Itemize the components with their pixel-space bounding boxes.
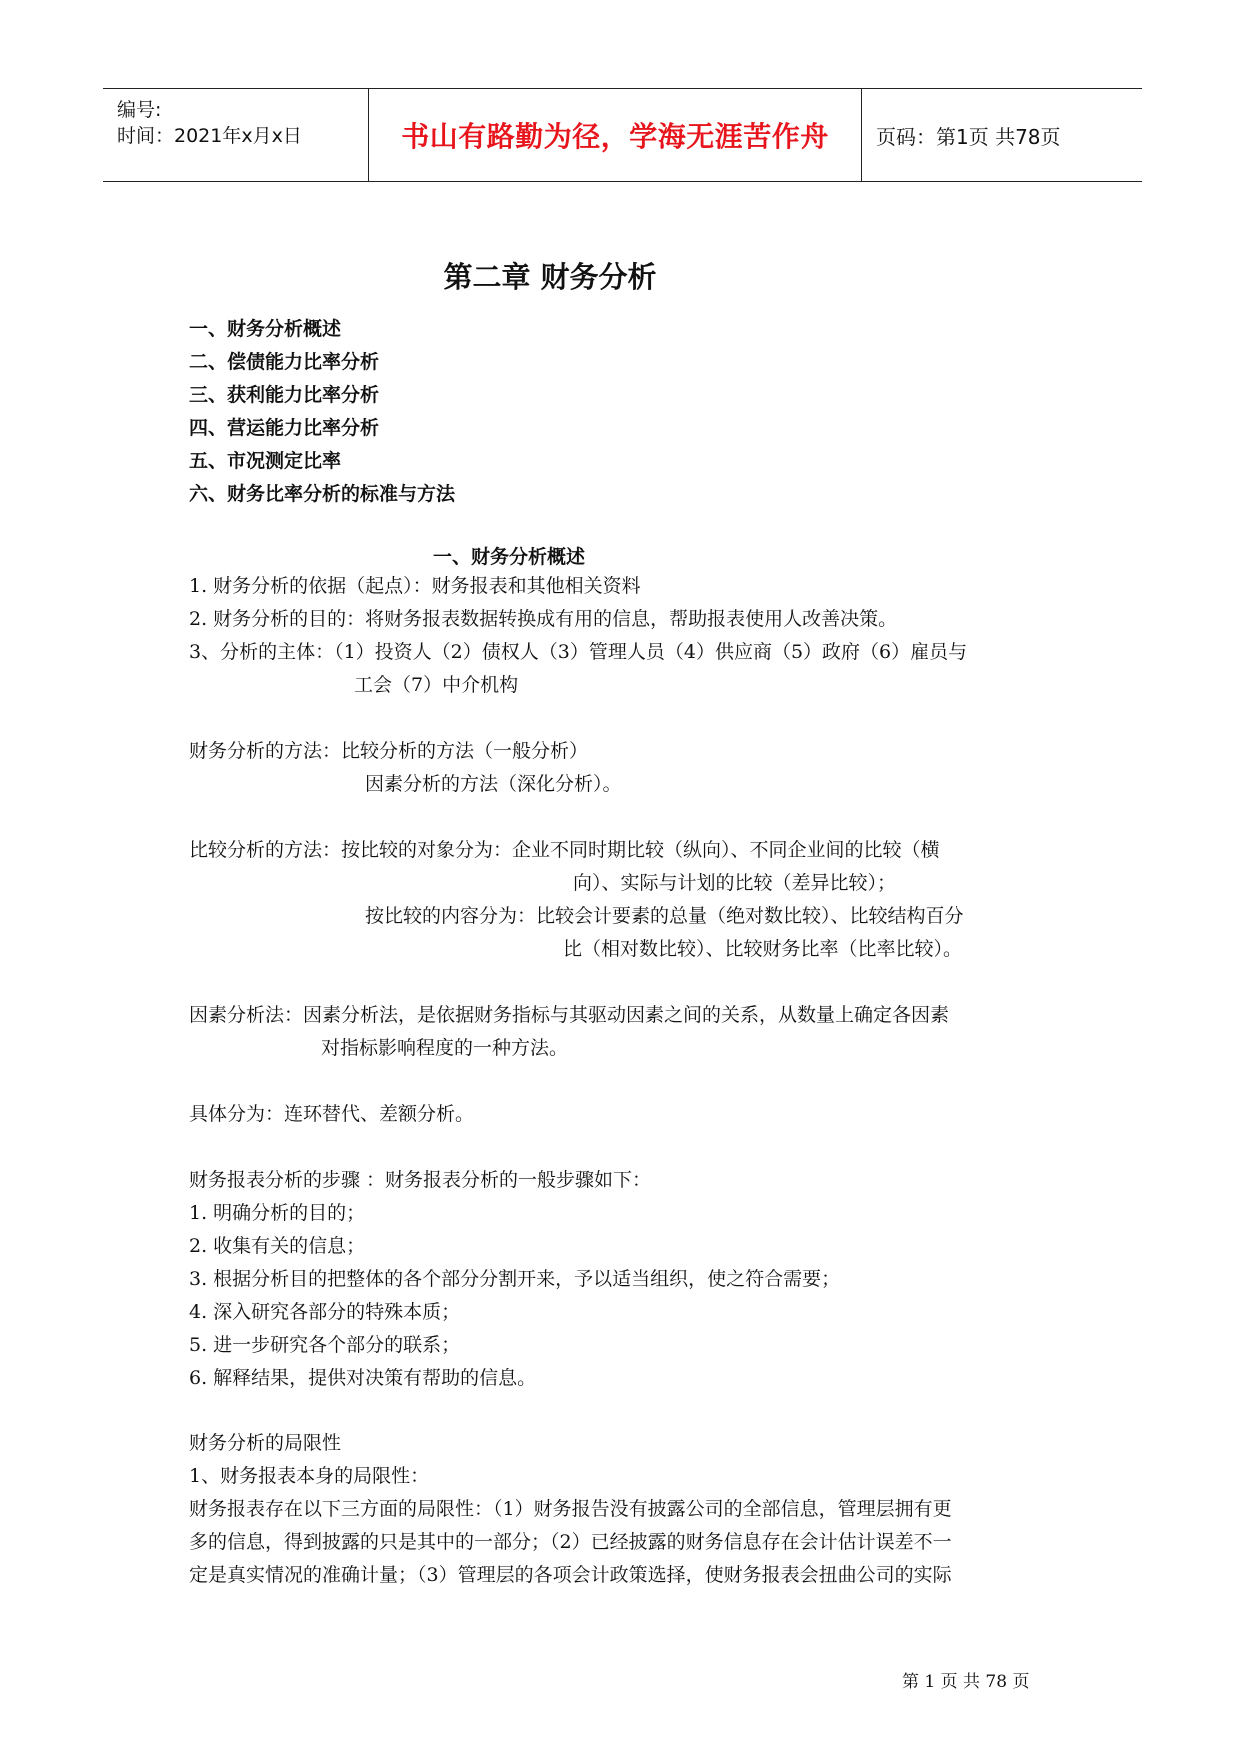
section-heading: 一、财务分析概述 (433, 546, 586, 568)
body-line: 5. 进一步研究各个部分的联系； (189, 1334, 461, 1356)
body-line: 向）、实际与计划的比较（差异比较）； (573, 872, 897, 894)
body-line: 2. 财务分析的目的：将财务报表数据转换成有用的信息，帮助报表使用人改善决策。 (189, 608, 898, 630)
toc-item: 四、营运能力比率分析 (189, 417, 380, 439)
page-header (103, 88, 1142, 182)
body-line: 因素分析法：因素分析法，是依据财务指标与其驱动因素之间的关系，从数量上确定各因素 (189, 1004, 950, 1026)
toc-item: 六、财务比率分析的标准与方法 (189, 483, 456, 505)
body-line: 多的信息，得到披露的只是其中的一部分；（2）已经披露的财务信息存在会计估计误差不一 (189, 1531, 952, 1553)
toc-item: 一、财务分析概述 (189, 318, 342, 340)
body-line: 定是真实情况的准确计量；（3）管理层的各项会计政策选择，使财务报表会扭曲公司的实际 (189, 1564, 952, 1586)
header-motto-cell (368, 89, 862, 181)
chapter-title (0, 255, 1100, 296)
body-line: 3、分析的主体：（1）投资人（2）债权人（3）管理人员（4）供应商（5）政府（6）雇员与 (189, 641, 968, 663)
body-line: 1、财务报表本身的局限性： (189, 1465, 430, 1487)
toc-item: 三、获利能力比率分析 (189, 384, 380, 406)
header-info-cell (103, 89, 368, 181)
toc-item: 二、偿债能力比率分析 (189, 351, 380, 373)
number-label: 编号: (117, 99, 162, 121)
body-line: 因素分析的方法（深化分析）。 (365, 773, 622, 795)
body-line: 1. 明确分析的目的； (189, 1202, 366, 1224)
body-line: 按比较的内容分为：比较会计要素的总量（绝对数比较）、比较结构百分 (365, 905, 964, 927)
motto: 书山有路勤为径，学海无涯苦作舟 (401, 120, 829, 153)
body-line: 6. 解释结果，提供对决策有帮助的信息。 (189, 1367, 537, 1389)
body-line: 财务分析的方法：比较分析的方法（一般分析） (189, 740, 589, 762)
page-code: 页码：第1页 共78页 (876, 124, 1061, 149)
body-line: 4. 深入研究各部分的特殊本质； (189, 1301, 461, 1323)
chapter-title-text: 第二章 财务分析 (443, 260, 657, 294)
table-of-contents (189, 313, 455, 511)
body-line: 3. 根据分析目的把整体的各个部分分割开来，予以适当组织，使之符合需要； (189, 1268, 841, 1290)
header-page-cell (862, 89, 1142, 181)
time-label: 时间：2021年x月x日 (117, 125, 302, 147)
body-line: 具体分为：连环替代、差额分析。 (189, 1103, 475, 1125)
page-footer: 第 1 页 共 78 页 (902, 1672, 1030, 1692)
body-line: 财务报表存在以下三方面的局限性：（1）财务报告没有披露公司的全部信息，管理层拥有更 (189, 1498, 952, 1520)
body-line: 2. 收集有关的信息； (189, 1235, 366, 1257)
body-line: 1. 财务分析的依据（起点）：财务报表和其他相关资料 (189, 575, 641, 597)
body-line: 财务分析的局限性 (189, 1432, 342, 1454)
toc-item: 五、市况测定比率 (189, 450, 342, 472)
body-line: 比（相对数比较）、比较财务比率（比率比较）。 (563, 938, 963, 960)
body-line: 比较分析的方法：按比较的对象分为：企业不同时期比较（纵向）、不同企业间的比较（横 (189, 839, 940, 861)
body-line: 对指标影响程度的一种方法。 (321, 1037, 569, 1059)
body-line: 工会（7）中介机构 (354, 674, 519, 696)
body-line: 财务报表分析的步骤 ：财务报表分析的一般步骤如下： (189, 1169, 652, 1191)
